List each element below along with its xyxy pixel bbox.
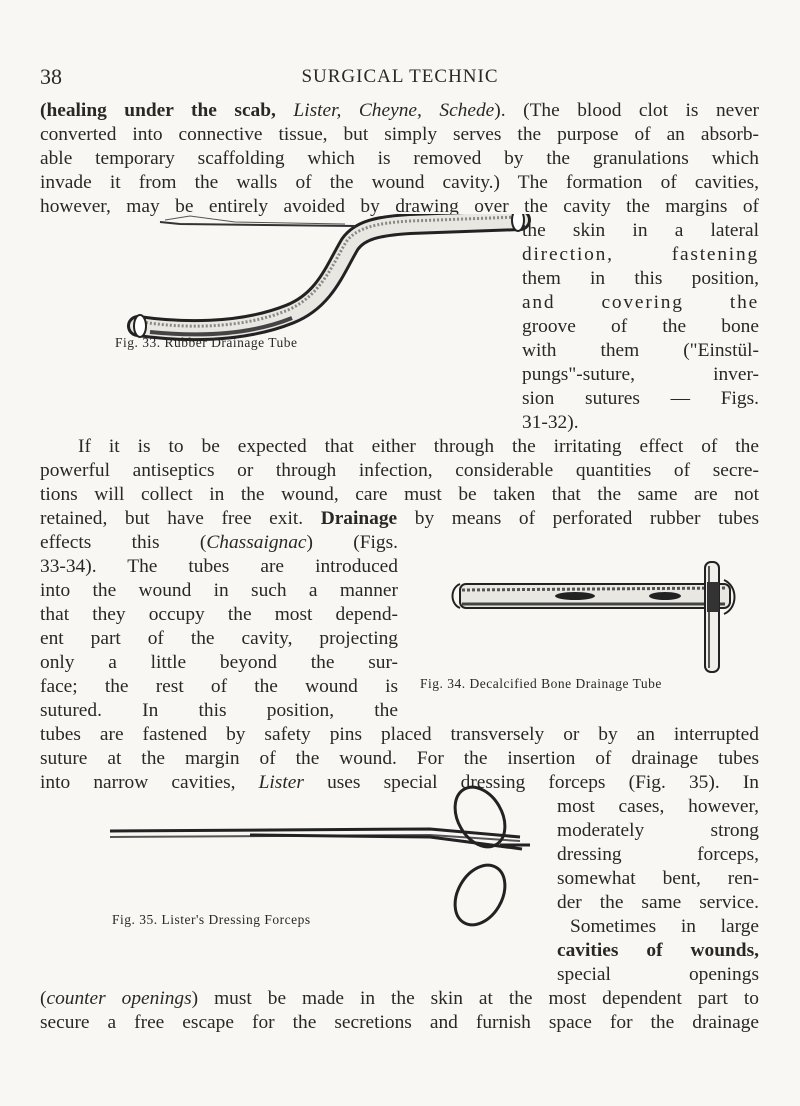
text-run: ) (Figs. bbox=[306, 532, 398, 553]
text-line: face; the rest of the wound is bbox=[40, 676, 398, 697]
bone-drainage-tube-figure bbox=[420, 560, 750, 680]
text-line: however, may be entirely avoided by drawing over the cavity the margins of bbox=[40, 196, 759, 217]
text-line: secure a free escape for the secretions and furnish space for the drainage bbox=[40, 1012, 759, 1033]
text-run: retained, but have free exit. bbox=[40, 508, 321, 529]
text-line: cavities of wounds, bbox=[557, 940, 759, 961]
text-line: suture at the margin of the wound. For the insertion of drainage tubes bbox=[40, 748, 759, 769]
rubber-drainage-tube-figure bbox=[120, 214, 540, 344]
text-line: that they occupy the most depend- bbox=[40, 604, 398, 625]
italic-run: counter openings bbox=[46, 988, 192, 1009]
text-line: and covering the bbox=[522, 292, 759, 313]
text-line: groove of the bone bbox=[522, 316, 759, 337]
fig-33-caption: Fig. 33. Rubber Drainage Tube bbox=[115, 335, 298, 350]
text-line: 33-34). The tubes are introduced bbox=[40, 556, 398, 577]
fig-34-caption: Fig. 34. Decalcified Bone Drainage Tube bbox=[420, 676, 662, 691]
text-line: invade it from the walls of the wound cavity.) The formation of cavities, bbox=[40, 172, 759, 193]
text-line: special openings bbox=[557, 964, 759, 985]
text-line: into the wound in such a manner bbox=[40, 580, 398, 601]
text-line bbox=[40, 99, 759, 123]
text-run: by means of perforated rubber tubes bbox=[397, 508, 759, 529]
text-line: them in this position, bbox=[522, 268, 759, 289]
text-line: moderately strong bbox=[557, 820, 759, 841]
dressing-forceps-figure bbox=[100, 785, 560, 930]
text-line: powerful antiseptics or through infection, considerable quantities of secre- bbox=[40, 460, 759, 481]
italic-run: Lister bbox=[258, 772, 304, 793]
running-title: SURGICAL TECHNIC bbox=[301, 66, 499, 87]
text-line: sutured. In this position, the bbox=[40, 700, 398, 721]
text-run: uses special dressing forceps (Fig. 35). In bbox=[303, 772, 759, 793]
text-line: sion sutures — Figs. bbox=[522, 388, 759, 409]
italic-run: Lister, Cheyne, Schede bbox=[293, 100, 495, 121]
fig-35-caption: Fig. 35. Lister's Dressing Forceps bbox=[112, 912, 311, 927]
italic-run: Chassaignac bbox=[206, 532, 307, 553]
text-line: converted into connective tissue, but simply serves the purpose of an absorb- bbox=[40, 124, 759, 145]
text-line: 31-32). bbox=[522, 412, 579, 433]
text-run: ) must be made in the skin at the most dependent part to bbox=[191, 988, 759, 1009]
text-line: tubes are fastened by safety pins placed transversely or by an interrupted bbox=[40, 724, 759, 745]
page-number: 38 bbox=[40, 64, 62, 89]
bold-run: Drainage bbox=[320, 508, 398, 529]
text-line: direction, fastening bbox=[522, 244, 759, 265]
text-line: tions will collect in the wound, care must be taken that the same are not bbox=[40, 484, 759, 505]
text-run: ( bbox=[40, 988, 47, 1009]
text-line: dressing forceps, bbox=[557, 844, 759, 865]
text-line: ent part of the cavity, projecting bbox=[40, 628, 398, 649]
text-line bbox=[40, 507, 759, 531]
text-line: able temporary scaffolding which is removed by the granulations which bbox=[40, 148, 759, 169]
text-line: If it is to be expected that either through the irritating effect of the bbox=[78, 436, 759, 457]
text-line: Sometimes in large bbox=[570, 916, 759, 937]
text-line: pungs"-suture, inver- bbox=[522, 364, 759, 385]
text-run: effects this ( bbox=[40, 532, 207, 553]
text-line: somewhat bent, ren- bbox=[557, 868, 759, 889]
text-line: most cases, however, bbox=[557, 796, 759, 817]
bold-run: (healing under the scab, bbox=[40, 100, 294, 121]
text-line: with them ("Einstül- bbox=[522, 340, 759, 361]
text-run: into narrow cavities, bbox=[40, 772, 259, 793]
text-line bbox=[40, 531, 398, 555]
running-header bbox=[0, 64, 800, 88]
text-line: the skin in a lateral bbox=[522, 220, 759, 241]
text-line: only a little beyond the sur- bbox=[40, 652, 398, 673]
text-line: der the same service. bbox=[557, 892, 759, 913]
text-run: ). (The blood clot is never bbox=[494, 100, 760, 121]
text-line bbox=[40, 987, 759, 1011]
